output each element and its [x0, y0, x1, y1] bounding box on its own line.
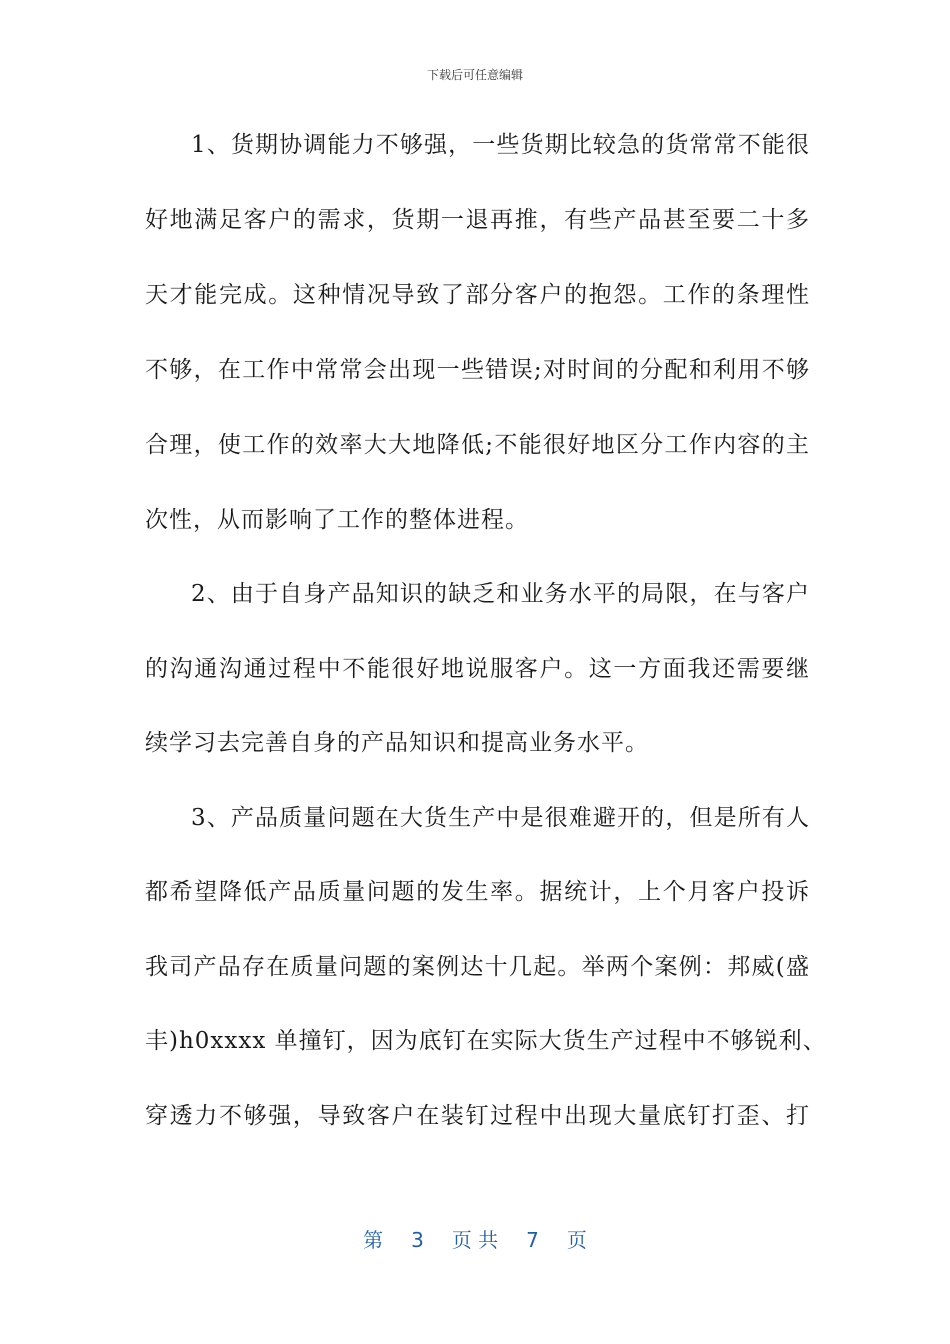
page-footer — [0, 1224, 950, 1253]
total-pages-number: 7 — [526, 1228, 539, 1252]
page-header: 下载后可任意编辑 — [426, 68, 523, 82]
text-line: 都希望降低产品质量问题的发生率。据统计，上个月客户投诉 — [145, 879, 810, 905]
text-line: 续学习去完善自身的产品知识和提高业务水平。 — [145, 730, 649, 756]
text-line: 合理，使工作的效率大大地降低;不能很好地区分工作内容的主 — [145, 432, 810, 458]
footer-suffix: 页 — [566, 1228, 587, 1252]
text-line: 好地满足客户的需求，货期一退再推，有些产品甚至要二十多 — [145, 207, 810, 233]
text-line: 的沟通沟通过程中不能很好地说服客户。这一方面我还需要继 — [145, 656, 810, 682]
footer-middle: 页 共 — [451, 1228, 499, 1252]
text-line: 穿透力不够强，导致客户在装钉过程中出现大量底钉打歪、打 — [145, 1103, 810, 1129]
current-page-number: 3 — [411, 1228, 424, 1252]
text-line: 2、由于自身产品知识的缺乏和业务水平的局限，在与客户 — [191, 581, 810, 607]
text-line: 天才能完成。这种情况导致了部分客户的抱怨。工作的条理性 — [145, 282, 810, 308]
text-line: 丰)h0xxxx 单撞钉，因为底钉在实际大货生产过程中不够锐利、 — [145, 1028, 827, 1054]
text-line: 次性，从而影响了工作的整体进程。 — [145, 507, 529, 533]
text-line: 3、产品质量问题在大货生产中是很难避开的，但是所有人 — [191, 805, 810, 831]
text-line: 不够，在工作中常常会出现一些错误;对时间的分配和利用不够 — [145, 357, 810, 383]
text-line: 我司产品存在质量问题的案例达十几起。举两个案例：邦威(盛 — [145, 954, 810, 980]
footer-prefix: 第 — [363, 1228, 384, 1252]
text-line: 1、货期协调能力不够强，一些货期比较急的货常常不能很 — [191, 132, 810, 158]
